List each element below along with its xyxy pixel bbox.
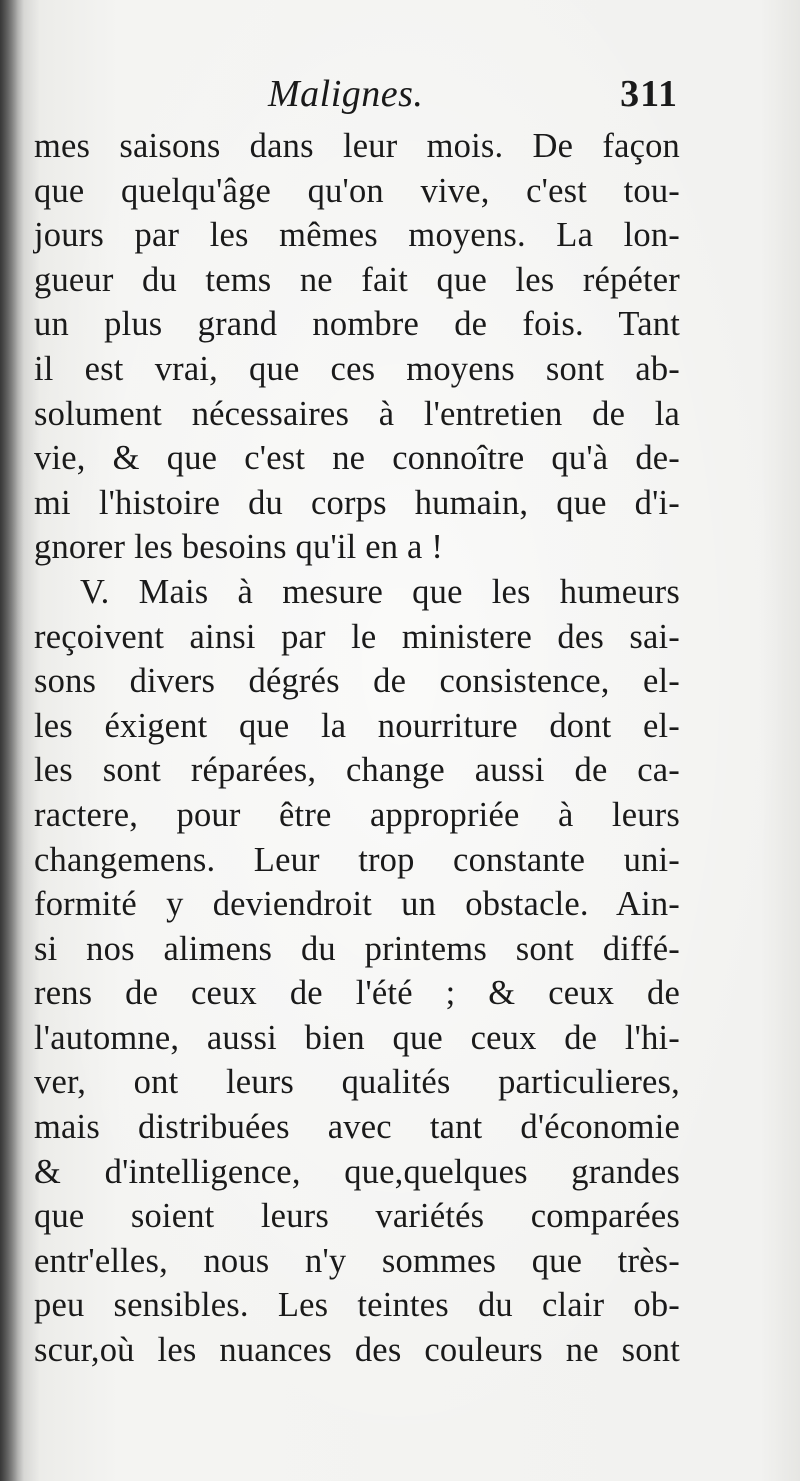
running-title: Malignes. xyxy=(268,73,424,115)
paragraph-start-line: V. Mais à mesure que les humeurs xyxy=(80,572,680,611)
text-line: un plus grand nombre de fois. Tant xyxy=(34,305,680,344)
text-line: jours par les mêmes moyens. La lon- xyxy=(34,216,680,255)
running-head xyxy=(34,72,678,126)
text-line: sons divers dégrés de consistence, el- xyxy=(34,662,680,701)
text-line: ractere, pour être appropriée à leurs xyxy=(34,795,680,834)
text-line: si nos alimens du printems sont diffé- xyxy=(34,929,680,968)
text-line: entr'elles, nous n'y sommes que très- xyxy=(34,1241,680,1280)
gutter-shadow xyxy=(0,0,24,1481)
text-line: rens de ceux de l'été ; & ceux de xyxy=(34,974,680,1013)
text-line: mi l'histoire du corps humain, que d'i- xyxy=(34,483,680,522)
text-line: changemens. Leur trop constante uni- xyxy=(34,840,680,879)
text-line: mais distribuées avec tant d'économie xyxy=(34,1108,680,1147)
text-line: les éxigent que la nourriture dont el- xyxy=(34,706,680,745)
text-line: scur,où les nuances des couleurs ne sont xyxy=(34,1331,680,1370)
text-line: l'automne, aussi bien que ceux de l'hi- xyxy=(34,1018,680,1057)
text-line: gueur du tems ne fait que les répéter xyxy=(34,260,680,299)
text-line: vie, & que c'est ne connoître qu'à de- xyxy=(34,439,680,478)
text-line: ver, ont leurs qualités particulieres, xyxy=(34,1063,680,1102)
text-line: il est vrai, que ces moyens sont ab- xyxy=(34,349,680,388)
paragraph-end-line: gnorer les besoins qu'il en a ! xyxy=(34,528,444,567)
text-line: mes saisons dans leur mois. De façon xyxy=(34,127,680,165)
text-line: que quelqu'âge qu'on vive, c'est tou- xyxy=(34,171,680,210)
page-number: 311 xyxy=(620,73,678,115)
text-line: peu sensibles. Les teintes du clair ob- xyxy=(34,1286,680,1325)
text-line: formité y deviendroit un obstacle. Ain- xyxy=(34,885,680,924)
text-line: solument nécessaires à l'entretien de la xyxy=(34,394,680,433)
text-line: & d'intelligence, que,quelques grandes xyxy=(34,1152,680,1191)
body-text xyxy=(34,124,680,1373)
text-line: que soient leurs variétés comparées xyxy=(34,1197,680,1236)
text-line: reçoivent ainsi par le ministere des sai- xyxy=(34,617,680,656)
text-line: les sont réparées, change aussi de ca- xyxy=(34,751,680,790)
